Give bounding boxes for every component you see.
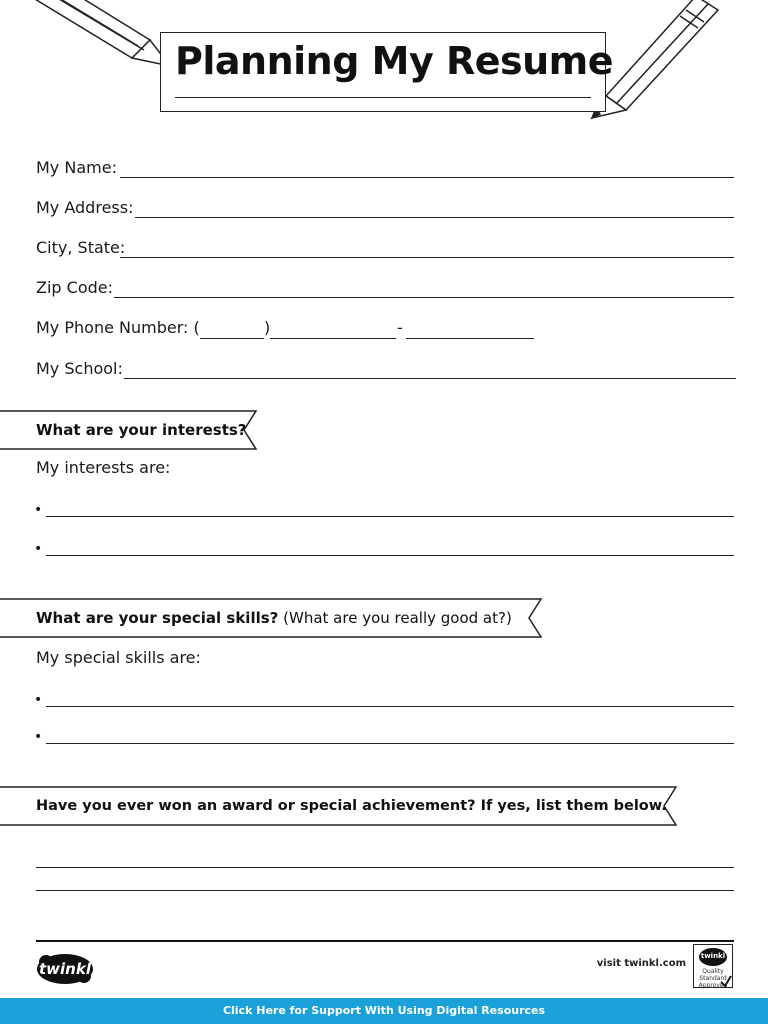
awards-question: Have you ever won an award or special achievement? If yes, list them below. [36,798,667,814]
page-title: Planning My Resume [175,39,614,83]
city-state-line[interactable] [120,257,734,258]
city-state-field[interactable] [36,236,734,260]
name-label: My Name: [36,158,117,177]
bullet-icon: • [34,729,43,745]
support-bar[interactable] [0,998,768,1024]
logo-text: twinkl [39,960,91,978]
quality-badge [693,944,733,988]
school-line[interactable] [124,378,736,379]
interests-banner [0,410,260,450]
school-label: My School: [36,359,123,378]
bullet-icon: • [34,502,43,518]
interest-item-1[interactable] [34,500,734,520]
support-link[interactable]: Click Here for Support With Using Digital Resources [222,1004,546,1017]
footer-rule [36,940,734,942]
phone-field[interactable] [36,316,556,340]
phone-paren-close: ) [264,318,271,337]
skills-banner [0,598,545,638]
skill-line-2[interactable] [46,743,734,744]
skills-question: What are your special skills? (What are you really good at?) [36,609,512,627]
phone-label: My Phone Number: ( [36,318,200,337]
phone-area-code-line[interactable] [200,338,264,339]
address-label: My Address: [36,198,134,217]
phone-prefix-line[interactable] [270,338,396,339]
title-box [160,32,614,112]
badge-caption: Quality Standard Approved [698,968,728,989]
zip-line[interactable] [114,297,734,298]
skill-line-1[interactable] [46,706,734,707]
interest-item-2[interactable] [34,539,734,559]
bullet-icon: • [34,692,43,708]
skills-prompt: My special skills are: [36,648,201,667]
interest-line-1[interactable] [46,516,734,517]
title-underline [175,97,591,98]
name-field[interactable] [36,156,734,180]
skill-item-1[interactable] [34,690,734,710]
skill-item-2[interactable] [34,727,734,747]
pencil-left-icon [20,0,180,70]
award-line-2[interactable] [36,890,734,891]
skills-question-note: (What are you really good at?) [283,609,512,627]
phone-dash: - [397,318,403,337]
name-line[interactable] [120,177,734,178]
award-line-1[interactable] [36,867,734,868]
zip-field[interactable] [36,276,734,300]
badge-brand: twinkl [700,952,726,960]
awards-banner [0,786,680,826]
address-line[interactable] [135,217,734,218]
city-state-label: City, State: [36,238,126,257]
interests-prompt: My interests are: [36,458,171,477]
interest-line-2[interactable] [46,555,734,556]
visit-link[interactable]: visit twinkl.com [596,958,686,969]
zip-label: Zip Code: [36,278,113,297]
phone-line-number-line[interactable] [406,338,534,339]
school-field[interactable] [36,357,734,381]
bullet-icon: • [34,541,43,557]
interests-question: What are your interests? [36,421,247,439]
address-field[interactable] [36,196,734,220]
twinkl-logo [36,952,94,986]
